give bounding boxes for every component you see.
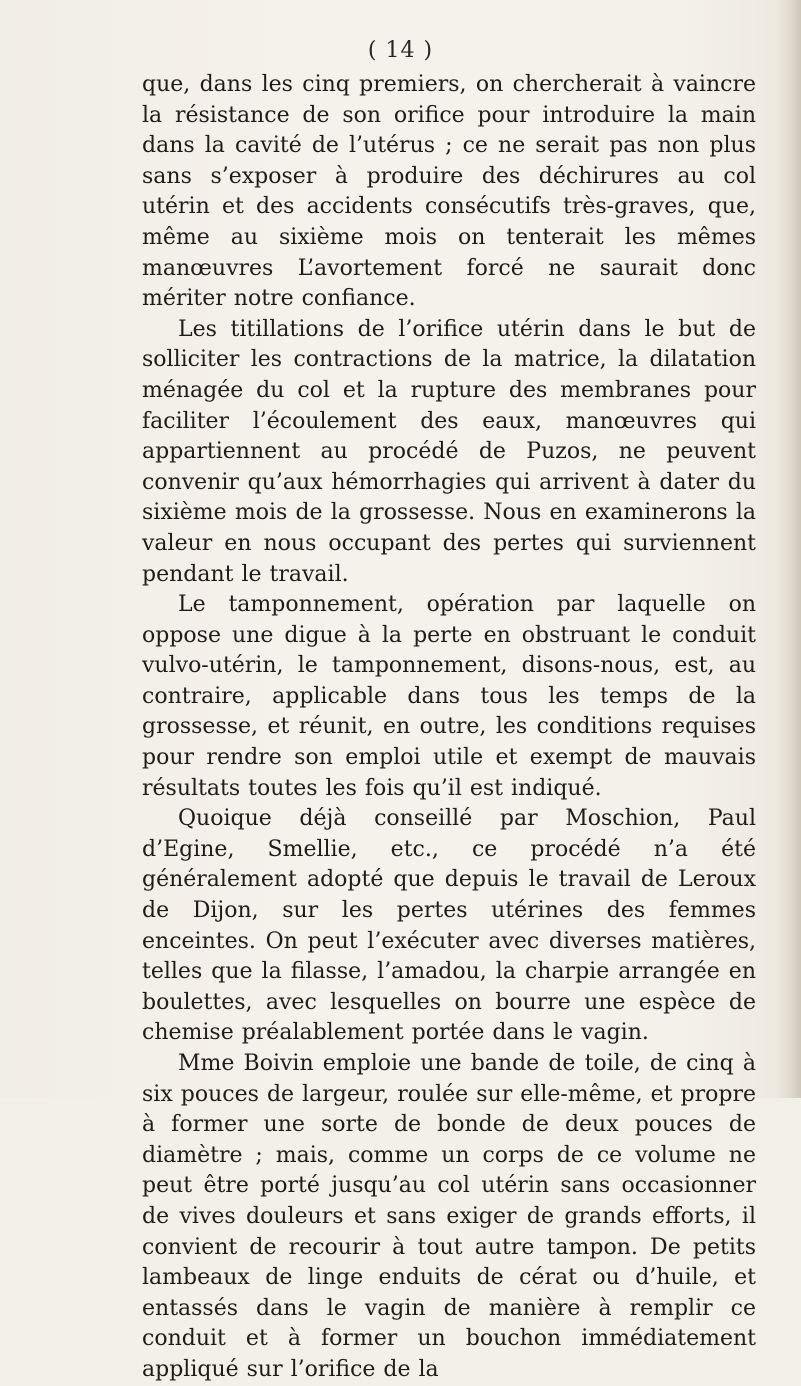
- page-number: ( 14 ): [367, 38, 434, 63]
- paragraph-3: Le tamponnement, opération par laquelle on oppose une digue à la perte en obstruant le conduit vulvo-utérin, le tamponnement, disons-nous, est, au contraire, applicable dans tous les temps de la grossesse, et réunit, en outre, les conditions requises pour rendre son emploi utile et exempt de mauvais résultats toutes les fois qu’il est indiqué.: [142, 592, 756, 801]
- page-edge-shadow: [775, 0, 801, 1098]
- paragraph-5: Mme Boivin emploie une bande de toile, de cinq à six pouces de largeur, roulée sur elle-même, et propre à former une sorte de bonde de deux pouces de diamètre ; mais, comme un corps de ce volume ne peut être porté jusqu’au col utérin sans occasionner de vives douleurs et sans exiger de grands efforts, il convient de recourir à tout autre tampon. De petits lambeaux de linge enduits de cérat ou d’huile, et entassés dans le vagin de manière à remplir ce conduit et à former un bouchon immédiatement appliqué sur l’orifice de la: [142, 1051, 756, 1382]
- paragraph-1: que, dans les cinq premiers, on chercherait à vaincre la résistance de son orifice pour introduire la main dans la cavité de l’utérus ; ce ne serait pas non plus sans s’exposer à produire des déchirures au col utérin et des accidents consécutifs très-graves, que, même au sixième mois on tenterait les mêmes manœuvres L’avortement forcé ne saurait donc mériter notre confiance.: [142, 72, 756, 312]
- body-text: [142, 70, 756, 1386]
- paragraph-4: Quoique déjà conseillé par Moschion, Paul d’Egine, Smellie, etc., ce procédé n’a été généralement adopté que depuis le travail de Leroux de Dijon, sur les pertes utérines des femmes enceintes. On peut l’exécuter avec diverses matières, telles que la filasse, l’amadou, la charpie arrangée en boulettes, avec lesquelles on bourre une espèce de chemise préalablement portée dans le vagin.: [142, 806, 756, 1046]
- paragraph-2: Les titillations de l’orifice utérin dans le but de solliciter les contractions de la matrice, la dilatation ménagée du col et la rupture des membranes pour faciliter l’écoulement des eaux, manœuvres qui appartiennent au procédé de Puzos, ne peuvent convenir qu’aux hémorrhagies qui arrivent à dater du sixième mois de la grossesse. Nous en examinerons la valeur en nous occupant des pertes qui surviennent pendant le travail.: [142, 316, 756, 587]
